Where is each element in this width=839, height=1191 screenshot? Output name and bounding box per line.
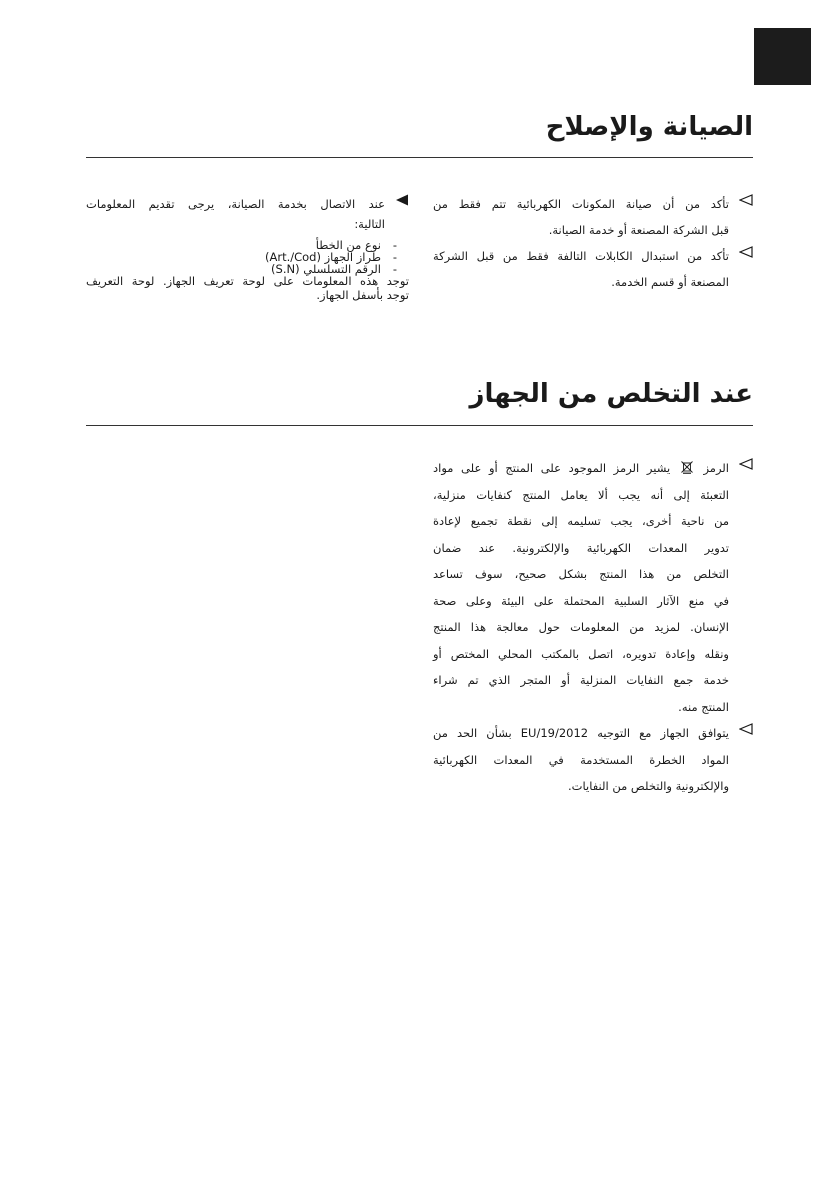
list-item: - الرقم التسلسلي (S.N) (271, 262, 398, 276)
service-item-cables: تأكد من استبدال الكابلات التالفة فقط من قبل الشركة المصنعة أو قسم الخدمة. (433, 243, 753, 295)
crossed-out-bin-icon (680, 460, 694, 474)
service-item-electrical: تأكد من أن صيانة المكونات الكهربائية تتم فقط من قبل الشركة المصنعة أو خدمة الصيانة. (433, 191, 753, 243)
outline-triangle-icon (739, 246, 753, 258)
filled-triangle-icon (395, 194, 409, 206)
list-item: - طراز الجهاز (Art./Cod) (264, 250, 398, 264)
outline-triangle-icon (739, 194, 753, 206)
service-instructions (433, 191, 753, 295)
disposal-section-title: عند التخلص من الجهاز (469, 379, 753, 409)
service-section-divider (86, 157, 753, 158)
outline-triangle-icon (739, 458, 753, 470)
section-marker-block (754, 28, 811, 85)
contact-note-footer: توجد هذه المعلومات على لوحة تعريف الجهاز. لوحة التعريف توجد بأسفل الجهاز. (86, 274, 409, 302)
disposal-instructions (433, 455, 753, 800)
disposal-section-divider (86, 425, 753, 426)
outline-triangle-icon (739, 723, 753, 735)
disposal-directive-item: يتوافق الجهاز مع التوجيه EU/19/2012 بشأن الحد من المواد الخطرة المستخدمة في المعدات الكهربائية والإلكترونية والتخلص من النفايات. (433, 720, 753, 800)
contact-info-list (86, 239, 409, 275)
list-item: - نوع من الخطأ (315, 238, 398, 252)
service-contact-note (86, 191, 409, 302)
contact-note-intro: عند الاتصال بخدمة الصيانة، يرجى تقديم المعلومات التالية: (86, 191, 409, 231)
service-section-title: الصيانة والإصلاح (545, 112, 753, 142)
disposal-symbol-item: الرمز يشير الرمز الموجود على المنتج أو على مواد التعبئة إلى أنه يجب ألا يعامل المنتج كنفايات منزلية، من ناحية أخرى، يجب تسليمه إلى نقطة تجميع لإعادة تدوير المعدات الكهربائية والإلكترونية. عند ضمان التخلص من هذا المنتج بشكل صحيح، سوف تساعد في منع الآثار السلبية المحتملة على البيئة وعلى صحة الإنسان. لمزيد من المعلومات حول معالجة هذا المنتج ونقله وإعادة تدويره، اتصل بالمكتب المحلي المختص أو خدمة جمع النفايات المنزلية أو المتجر الذي تم شراء المنتج منه. (433, 455, 753, 720)
